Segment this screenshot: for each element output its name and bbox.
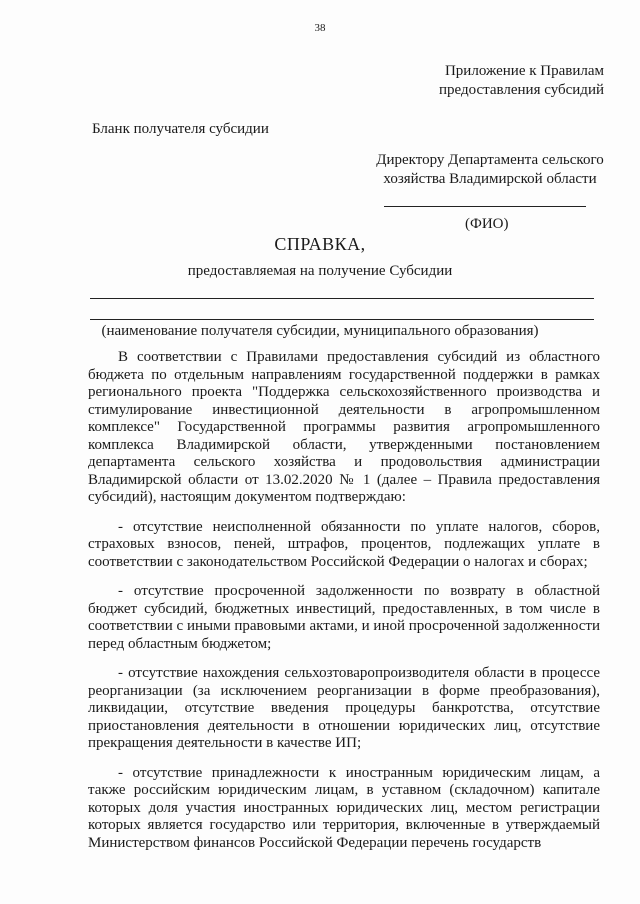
document-title: СПРАВКА, — [274, 234, 366, 254]
intro-paragraph: В соответствии с Правилами предоставления субсидий из областного бюджета по отдельным направлениям государственной поддержки в рамках регионального проекта "Поддержка сельскохозяйственного производства и стимулирование инвестиционной деятельности в агропромышленном комплексе" Государственной программы развития агропромышленного комплекса Владимирской области, утвержденными постановлением департамента сельского хозяйства и продовольствия администрации Владимирской области от 13.02.2020 № 1 (далее – Правила предоставления субсидий), настоящим документом подтверждаю: — [88, 349, 600, 505]
blank-label: Бланк получателя субсидии — [92, 121, 269, 137]
addressee-line-1: Директору Департамента сельского — [376, 152, 604, 168]
document-subtitle: предоставляемая на получение Субсидии — [187, 263, 453, 279]
fio-signature-line — [384, 206, 586, 207]
bullet-paragraph: - отсутствие принадлежности к иностранным юридическим лицам, а также российским юридическим лицам, в уставном (складочном) капитале которых доля участия иностранных юридических лиц, местом регистрации которых является государство или территория, включенные в утверждаемый Министерством финансов Российской Федерации перечень государств — [88, 764, 600, 851]
addressee-line-2: хозяйства Владимирской области — [383, 171, 597, 187]
addressee — [370, 151, 610, 189]
recipient-fill-line-2 — [90, 319, 594, 320]
appendix-note — [439, 62, 604, 100]
page-number: 38 — [314, 22, 326, 34]
bullet-paragraph: - отсутствие неисполненной обязанности по уплате налогов, сборов, страховых взносов, пеней, штрафов, процентов, подлежащих уплате в соответствии с законодательством Российской Федерации о налогах и сборах; — [88, 518, 600, 570]
bullet-paragraph: - отсутствие нахождения сельхозтоваропроизводителя области в процессе реорганизации (за исключением реорганизации в форме преобразования), ликвидации, отсутствие введения процедуры банкротства, отсутствие приостановления деятельности в отношении юридических лиц, отсутствие прекращения деятельности в качестве ИП; — [88, 665, 600, 751]
recipient-fill-line-1 — [90, 298, 594, 299]
recipient-caption: (наименование получателя субсидии, муниципального образования) — [101, 323, 539, 339]
appendix-line-2: предоставления субсидий — [438, 82, 604, 98]
fio-label: (ФИО) — [465, 216, 509, 232]
document-body — [88, 349, 600, 864]
appendix-line-1: Приложение к Правилам — [444, 63, 604, 79]
bullet-paragraph: - отсутствие просроченной задолженности по возврату в областной бюджет субсидий, бюджетных инвестиций, предоставленных, в том числе в соответствии с иными правовыми актами, и иной просроченной задолженности перед областным бюджетом; — [88, 583, 600, 652]
